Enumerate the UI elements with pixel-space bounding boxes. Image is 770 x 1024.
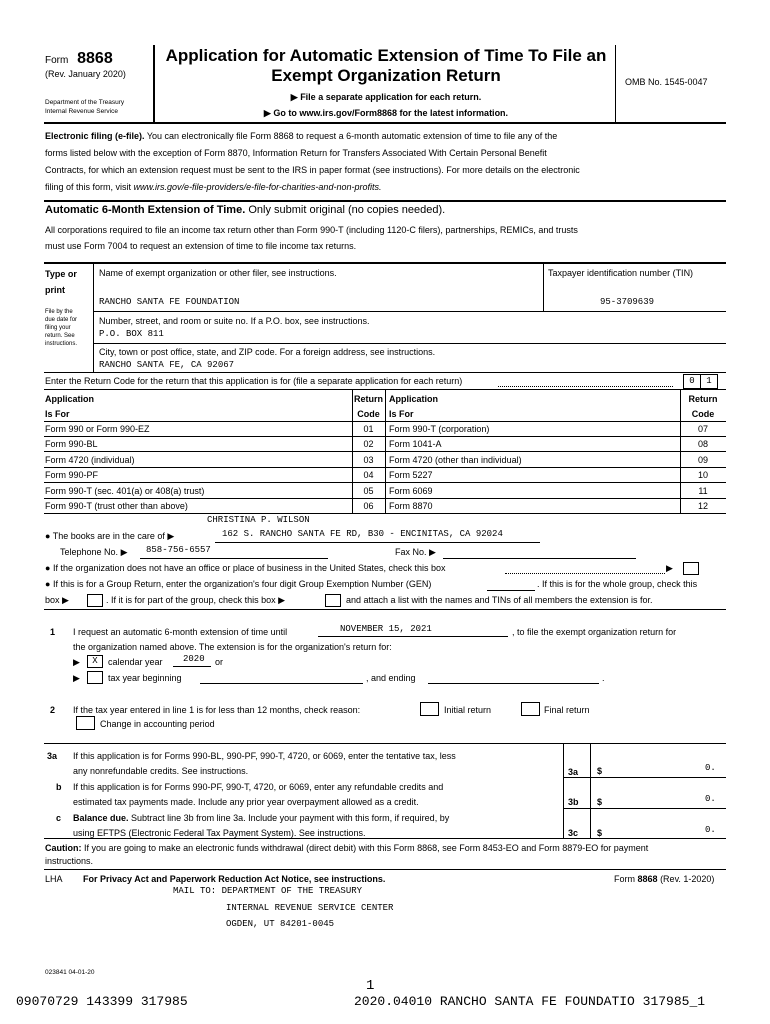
- bullet-icon: ●: [45, 563, 51, 573]
- table-row-code: 11: [698, 486, 708, 496]
- arrow-right-icon: ▶: [62, 595, 69, 605]
- table-header-application-left: Application: [45, 394, 94, 404]
- table-row-code: 04: [363, 470, 374, 480]
- final-return-label: Final return: [544, 705, 590, 715]
- form-footer-reference: Form 8868 (Rev. 1-2020): [614, 874, 715, 884]
- table-row-code: 02: [363, 439, 374, 449]
- line-2-text: If the tax year entered in line 1 is for less than 12 months, check reason:: [73, 705, 361, 715]
- street-label: Number, street, and room or suite no. If a P.O. box, see instructions.: [99, 316, 370, 326]
- form-word: Form: [45, 55, 69, 66]
- efile-line-1: Electronic filing (e-file). You can electronically file Form 8868 to request a 6-month automatic extension of time to file any of the: [45, 131, 558, 141]
- form-title-line-2: Exempt Organization Return: [271, 66, 501, 85]
- table-row-code: 01: [363, 424, 374, 434]
- line-3c-box-label: 3c: [568, 828, 579, 838]
- privacy-notice: For Privacy Act and Paperwork Reduction Act Notice, see instructions.: [83, 874, 386, 884]
- mail-to-line-1: MAIL TO: DEPARTMENT OF THE TREASURY: [173, 886, 363, 896]
- line-3b-value[interactable]: 0.: [705, 794, 716, 804]
- line-3b-number: b: [56, 782, 62, 792]
- line-3c-text-1: Balance due. Subtract line 3b from line 3a. Include your payment with this form, if required, by: [73, 813, 450, 823]
- and-ending-label: , and ending: [366, 673, 416, 683]
- no-us-office-row: ● If the organization does not have an office or place of business in the United States, check this box: [45, 563, 446, 573]
- whole-group-checkbox[interactable]: [87, 594, 103, 607]
- group-return-row: ● If this is for a Group Return, enter the organization's four digit Group Exemption Number (GEN): [45, 579, 432, 589]
- table-header-isfor-right: Is For: [389, 409, 414, 419]
- subtitle-separate-application: ▶ File a separate application for each return.: [290, 92, 482, 102]
- tin-label: Taxpayer identification number (TIN): [548, 268, 694, 278]
- bullet-icon: ●: [45, 531, 51, 541]
- table-row-code: 05: [363, 486, 374, 496]
- calendar-year-checkbox[interactable]: X: [87, 655, 103, 668]
- form-number: 8868: [77, 50, 113, 67]
- page-number: 1: [366, 978, 375, 994]
- arrow-right-icon: ▶: [73, 673, 80, 683]
- line-1-text-a: I request an automatic 6-month extension of time until: [73, 627, 288, 637]
- part-group-checkbox[interactable]: [325, 594, 341, 607]
- table-row-code: 06: [363, 501, 374, 511]
- no-us-office-checkbox[interactable]: [683, 562, 699, 575]
- lha-label: LHA: [45, 874, 63, 884]
- org-name-label: Name of exempt organization or other filer, see instructions.: [99, 268, 337, 278]
- books-care-of-row: ● The books are in the care of ▶: [45, 531, 175, 541]
- books-address[interactable]: 162 S. RANCHO SANTA FE RD, B30 - ENCINITAS, CA 92024: [222, 529, 503, 539]
- mail-to-line-3: OGDEN, UT 84201-0045: [226, 919, 335, 929]
- street-value[interactable]: P.O. BOX 811: [99, 329, 164, 339]
- table-header-isfor-left: Is For: [45, 409, 70, 419]
- table-row: Form 990-T (sec. 401(a) or 408(a) trust): [45, 486, 205, 496]
- return-code-digit-1[interactable]: 0: [683, 374, 701, 389]
- efile-paragraph: [45, 128, 727, 196]
- file-by-note: File by the due date for filing your return. See instructions.: [45, 309, 78, 347]
- line-3a-text-1: If this application is for Forms 990-BL, 990-PF, 990-T, 4720, or 6069, enter the tentative tax, less: [73, 751, 456, 761]
- table-header-code-right: Code: [691, 409, 715, 419]
- line-3b-text-1: If this application is for Forms 990-PF, 990-T, 4720, or 6069, enter any refundable credits and: [73, 782, 444, 792]
- arrow-right-icon: ▶: [278, 595, 286, 605]
- telephone-value[interactable]: 858-756-6557: [146, 545, 211, 555]
- efile-line-3: Contracts, for which an extension request must be sent to the IRS in paper format (see instructions). For more details on the electronic: [45, 165, 580, 175]
- calendar-year-label: calendar year: [108, 657, 163, 667]
- line-3a-value[interactable]: 0.: [705, 763, 716, 773]
- form-label: [45, 50, 113, 68]
- line-3c-text-2: using EFTPS (Electronic Federal Tax Payment System). See instructions.: [73, 828, 366, 838]
- subtitle-website: ▶ Go to www.irs.gov/Form8868 for the latest information.: [263, 108, 509, 118]
- table-row-code: 10: [697, 470, 708, 480]
- print-label: print: [45, 285, 65, 295]
- table-row: Form 6069: [389, 486, 433, 496]
- table-row: Form 4720 (individual): [45, 455, 135, 465]
- initial-return-label: Initial return: [444, 705, 492, 715]
- line-3a-text-2: any nonrefundable credits. See instructions.: [73, 766, 249, 776]
- accounting-change-label: Change in accounting period: [100, 719, 215, 729]
- table-row-code: 09: [697, 455, 708, 465]
- left-stamp: 09070729 143399 317985: [16, 994, 188, 1009]
- right-stamp: 2020.04010 RANCHO SANTA FE FOUNDATIO 317985_1: [354, 994, 706, 1009]
- line-3a-number: 3a: [47, 751, 58, 761]
- tax-year-checkbox[interactable]: [87, 671, 103, 684]
- caution-text: Caution: If you are going to make an electronic funds withdrawal (direct debit) with this Form 8868, see Form 8453-EO and Form 8879-EO for payment instructions.: [45, 843, 649, 866]
- table-row: Form 990-PF: [45, 470, 99, 480]
- table-row-code: 12: [697, 501, 708, 511]
- accounting-change-checkbox[interactable]: [76, 716, 95, 730]
- auto-extension-text-2: must use Form 7004 to request an extension of time to file income tax returns.: [45, 241, 357, 251]
- line-3c-number: c: [56, 813, 62, 823]
- arrow-right-icon: ▶: [167, 531, 175, 541]
- efile-line-4: filing of this form, visit www.irs.gov/e-file-providers/e-file-for-charities-and-non-profits.: [45, 182, 382, 192]
- table-row-code: 03: [363, 455, 374, 465]
- table-header-application-right: Application: [389, 394, 438, 404]
- line-1-text-c: the organization named above. The extension is for the organization's return for:: [73, 642, 392, 652]
- department-line-2: Internal Revenue Service: [45, 108, 118, 115]
- efile-link[interactable]: www.irs.gov/e-file-providers/e-file-for-charities-and-non-profits.: [133, 182, 382, 192]
- line-3b-box-label: 3b: [568, 797, 579, 807]
- group-whole-text: . If this is for the whole group, check this: [537, 579, 698, 589]
- line-3c-value[interactable]: 0.: [705, 825, 716, 835]
- initial-return-checkbox[interactable]: [420, 702, 439, 716]
- table-header-code-left: Code: [357, 409, 380, 419]
- table-row-code: 08: [697, 439, 708, 449]
- table-row: Form 1041-A: [389, 439, 442, 449]
- line-3b-dollar: $: [597, 797, 603, 807]
- attach-list-text: and attach a list with the names and TINs of all members the extension is for.: [346, 595, 653, 605]
- table-header-return-left: Return: [354, 394, 383, 404]
- arrow-right-icon: ▶: [73, 657, 80, 667]
- arrow-right-icon: ▶: [120, 547, 128, 557]
- table-row: Form 4720 (other than individual): [389, 455, 522, 465]
- omb-number: OMB No. 1545-0047: [625, 77, 708, 87]
- department-line-1: Department of the Treasury: [45, 99, 125, 106]
- line-3a-box-label: 3a: [568, 767, 579, 777]
- table-row: Form 990-T (trust other than above): [45, 501, 188, 511]
- table-row-code: 07: [697, 424, 708, 434]
- extension-date-value[interactable]: NOVEMBER 15, 2021: [340, 624, 432, 634]
- auto-extension-text-1: All corporations required to file an income tax return other than Form 990-T (including 1120-C filers), partnerships, REMICs, and trusts: [45, 225, 578, 235]
- return-code-digit-2[interactable]: 1: [700, 374, 718, 389]
- table-row: Form 990-BL: [45, 439, 98, 449]
- arrow-right-icon: ▶: [666, 563, 673, 573]
- efile-line-2: forms listed below with the exception of Form 8870, Information Return for Transfers Associated With Certain Personal Benefit: [45, 148, 547, 158]
- group-box-label: box ▶: [45, 595, 69, 605]
- line-3b-text-2: estimated tax payments made. Include any prior year overpayment allowed as a credit.: [73, 797, 419, 807]
- revision-date: (Rev. January 2020): [45, 69, 126, 79]
- form-title-line-1: Application for Automatic Extension of Time To File an: [165, 46, 607, 65]
- line-3c-dollar: $: [597, 828, 603, 838]
- table-header-return-right: Return: [688, 394, 718, 404]
- books-care-of-name[interactable]: CHRISTINA P. WILSON: [207, 515, 310, 525]
- table-row: Form 8870: [389, 501, 433, 511]
- part-group-text: . If it is for part of the group, check this box ▶: [106, 595, 286, 605]
- form-code: 023841 04-01-20: [45, 969, 95, 976]
- auto-extension-heading: Automatic 6-Month Extension of Time. Only submit original (no copies needed).: [45, 204, 446, 216]
- table-row: Form 990 or Form 990-EZ: [45, 424, 150, 434]
- arrow-right-icon: ▶: [263, 108, 271, 118]
- city-label: City, town or post office, state, and ZIP code. For a foreign address, see instructions.: [99, 347, 436, 357]
- calendar-year-value[interactable]: 2020: [183, 654, 205, 664]
- period-mark: .: [602, 673, 605, 683]
- org-name-value[interactable]: RANCHO SANTA FE FOUNDATION: [99, 297, 240, 307]
- arrow-right-icon: ▶: [429, 547, 436, 557]
- calendar-or: or: [215, 657, 224, 667]
- line-2-number: 2: [50, 705, 56, 715]
- bullet-icon: ●: [45, 579, 51, 589]
- line-3a-dollar: $: [597, 766, 603, 776]
- final-return-checkbox[interactable]: [521, 702, 540, 716]
- line-1-text-b: , to file the exempt organization return for: [512, 627, 677, 637]
- type-or-label: Type or: [45, 269, 77, 279]
- line-1-number: 1: [50, 627, 56, 637]
- city-value[interactable]: RANCHO SANTA FE, CA 92067: [99, 360, 235, 370]
- table-row: Form 5227: [389, 470, 433, 480]
- tax-year-label: tax year beginning: [108, 673, 182, 683]
- mail-to-line-2: INTERNAL REVENUE SERVICE CENTER: [226, 903, 394, 913]
- tin-value[interactable]: 95-3709639: [600, 297, 655, 307]
- arrow-right-icon: ▶: [290, 92, 298, 102]
- return-code-label: Enter the Return Code for the return that this application is for (file a separate application for each return): [45, 376, 463, 386]
- table-row: Form 990-T (corporation): [389, 424, 490, 434]
- fax-row: Fax No. ▶: [395, 547, 436, 557]
- telephone-row: Telephone No. ▶: [60, 547, 128, 557]
